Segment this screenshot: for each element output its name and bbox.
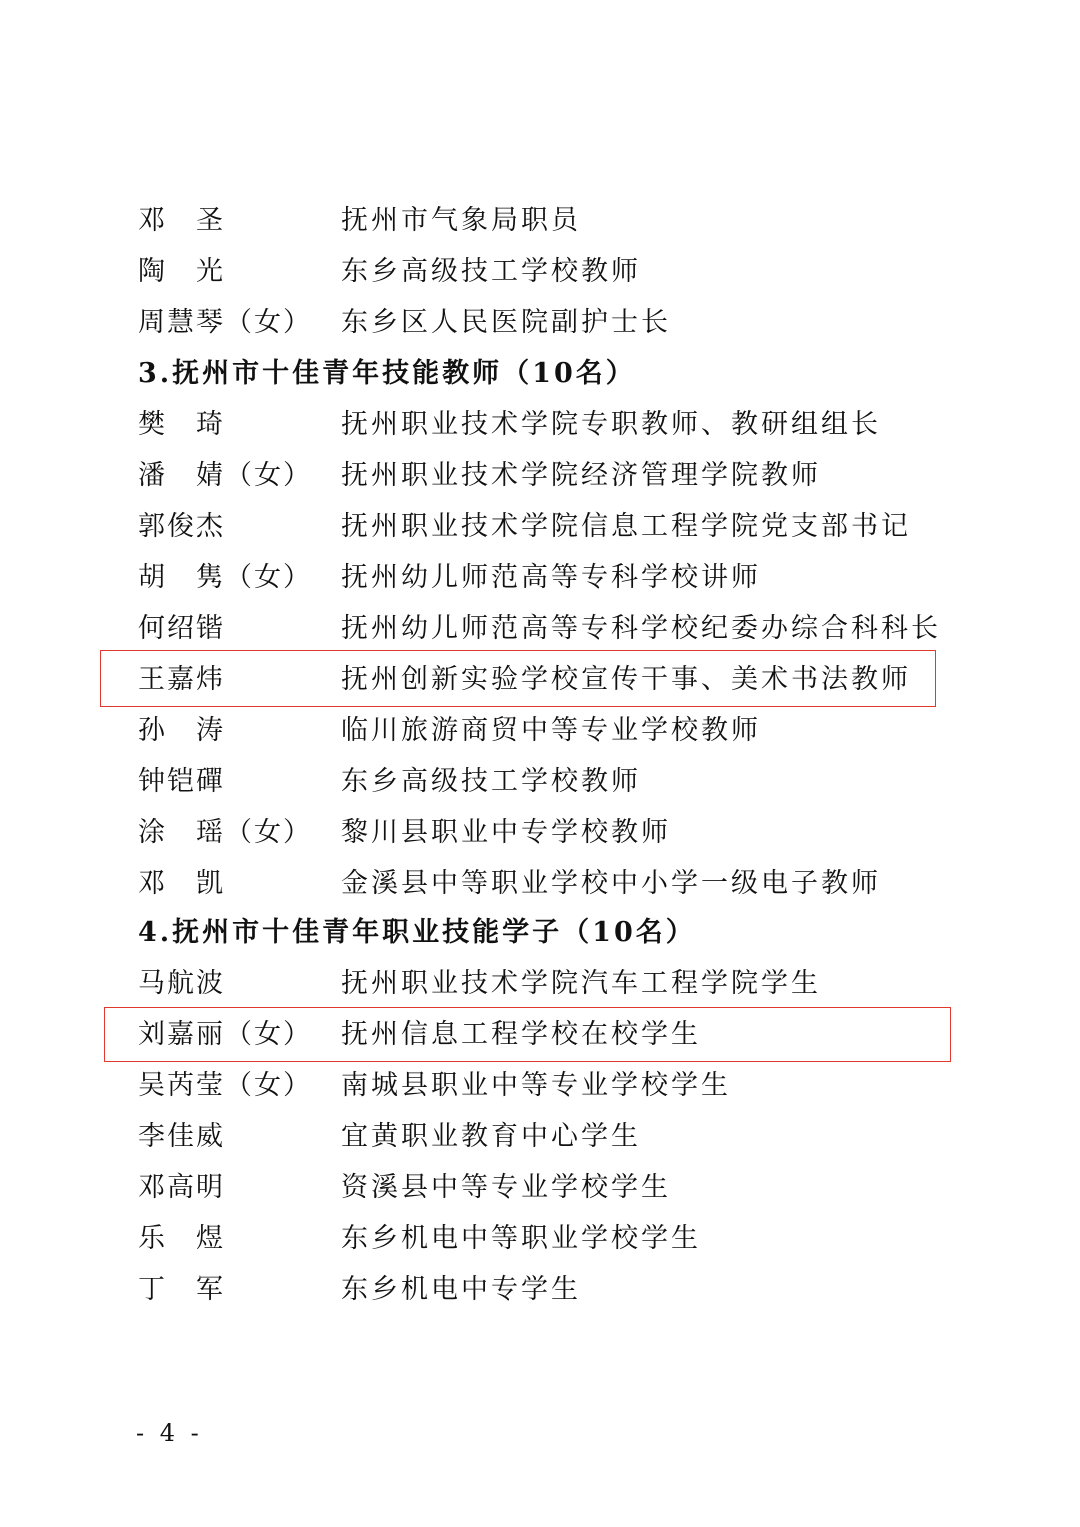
person-position: 东乡高级技工学校教师 <box>341 766 641 797</box>
section-heading: 4.抚州市十佳青年职业技能学子（10名） <box>138 917 696 948</box>
person-name: 王嘉炜 <box>138 664 225 695</box>
person-position: 宜黄职业教育中心学生 <box>341 1121 641 1152</box>
list-item <box>138 859 958 909</box>
person-name: 马航波 <box>138 968 225 999</box>
list-item <box>138 959 958 1009</box>
person-name: 邓高明 <box>138 1172 225 1203</box>
list-item <box>138 1214 958 1264</box>
person-position: 抚州职业技术学院经济管理学院教师 <box>341 460 821 491</box>
list-item <box>138 553 958 603</box>
person-position: 抚州创新实验学校宣传干事、美术书法教师 <box>341 664 911 695</box>
list-item <box>138 1163 958 1213</box>
section-heading: 3.抚州市十佳青年技能教师（10名） <box>138 358 636 389</box>
list-item <box>138 196 958 246</box>
person-position: 黎川县职业中专学校教师 <box>341 817 671 848</box>
highlight-box <box>104 1007 951 1062</box>
list-item <box>138 757 958 807</box>
list-item <box>138 502 958 552</box>
person-name: 陶 光 <box>138 256 225 287</box>
list-item <box>138 451 958 501</box>
person-position: 东乡区人民医院副护士长 <box>341 307 671 338</box>
person-position: 金溪县中等职业学校中小学一级电子教师 <box>341 868 881 899</box>
list-item <box>138 808 958 858</box>
person-position: 抚州幼儿师范高等专科学校纪委办综合科科长 <box>341 613 941 644</box>
list-item <box>138 1061 958 1111</box>
person-position: 东乡机电中专学生 <box>341 1274 581 1305</box>
list-item <box>138 247 958 297</box>
person-position: 抚州职业技术学院信息工程学院党支部书记 <box>341 511 911 542</box>
person-name: 邓 圣 <box>138 205 225 236</box>
person-position: 抚州信息工程学校在校学生 <box>341 1019 701 1050</box>
person-name: 丁 军 <box>138 1274 225 1305</box>
person-name: 吴芮莹（女） <box>138 1070 312 1101</box>
person-position: 抚州市气象局职员 <box>341 205 581 236</box>
person-position: 南城县职业中等专业学校学生 <box>341 1070 731 1101</box>
person-name: 涂 瑶（女） <box>138 817 312 848</box>
person-name: 刘嘉丽（女） <box>138 1019 312 1050</box>
person-position: 抚州职业技术学院汽车工程学院学生 <box>341 968 821 999</box>
list-item <box>138 298 958 348</box>
list-item <box>138 604 958 654</box>
list-item <box>138 1112 958 1162</box>
person-position: 资溪县中等专业学校学生 <box>341 1172 671 1203</box>
person-position: 抚州职业技术学院专职教师、教研组组长 <box>341 409 881 440</box>
person-name: 乐 煜 <box>138 1223 225 1254</box>
highlight-box <box>100 650 936 707</box>
list-item <box>138 400 958 450</box>
person-position: 东乡高级技工学校教师 <box>341 256 641 287</box>
list-item <box>138 1265 958 1315</box>
page-number: - 4 - <box>136 1419 203 1447</box>
person-name: 李佳威 <box>138 1121 225 1152</box>
person-name: 潘 婧（女） <box>138 460 312 491</box>
person-name: 孙 涛 <box>138 715 225 746</box>
person-name: 胡 隽（女） <box>138 562 312 593</box>
person-name: 何绍锴 <box>138 613 225 644</box>
person-name: 樊 琦 <box>138 409 225 440</box>
person-name: 周慧琴（女） <box>138 307 312 338</box>
person-name: 郭俊杰 <box>138 511 225 542</box>
person-position: 临川旅游商贸中等专业学校教师 <box>341 715 761 746</box>
person-name: 钟铠磾 <box>138 766 225 797</box>
person-name: 邓 凯 <box>138 868 225 899</box>
person-position: 东乡机电中等职业学校学生 <box>341 1223 701 1254</box>
person-position: 抚州幼儿师范高等专科学校讲师 <box>341 562 761 593</box>
list-item <box>138 706 958 756</box>
